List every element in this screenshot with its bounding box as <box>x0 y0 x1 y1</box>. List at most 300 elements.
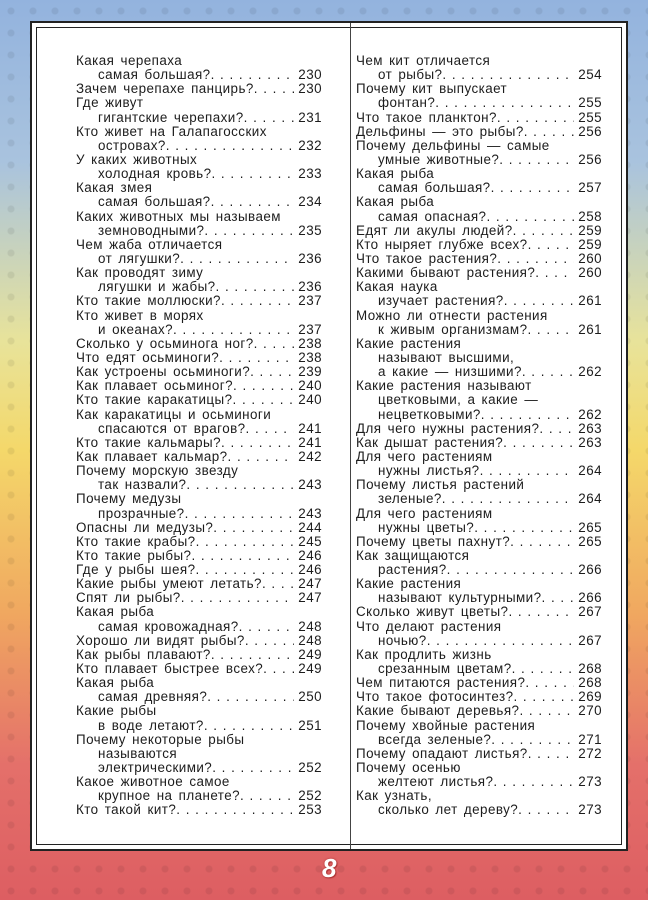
dot-leader <box>204 224 294 238</box>
toc-entry-title-line: Как каракатицы и осьминоги <box>76 406 272 422</box>
toc-entry <box>356 719 602 747</box>
toc-entry-last-line <box>76 294 322 308</box>
toc-entry-page: 272 <box>578 745 602 761</box>
toc-entry <box>76 125 322 153</box>
dot-leader <box>263 662 294 676</box>
toc-entry <box>76 379 322 393</box>
toc-entry-last-line <box>356 96 602 110</box>
toc-entry-title-line: Как узнать, <box>356 788 432 804</box>
toc-entry-title: а какие — низшими? <box>378 364 522 380</box>
toc-entry-last-line <box>76 337 322 351</box>
toc-entry-last-line <box>356 464 602 478</box>
toc-entry-title: Кто такие моллюски? <box>76 293 221 309</box>
toc-entry-last-line <box>356 365 602 379</box>
toc-entry-page: 268 <box>578 675 602 691</box>
dot-leader <box>481 408 575 422</box>
dot-leader <box>508 605 574 619</box>
toc-entry-page: 246 <box>298 562 322 578</box>
toc-entry <box>76 704 322 732</box>
toc-entry <box>76 365 322 379</box>
toc-entry-page: 243 <box>298 505 322 521</box>
toc-entry-title-line: Что делают растения <box>356 618 502 634</box>
toc-entry <box>76 450 322 464</box>
dot-leader <box>504 294 575 308</box>
dot-leader <box>219 351 294 365</box>
toc-entry-title: холодная кровь? <box>98 166 212 182</box>
toc-entry-title-line: Какая змея <box>76 180 153 196</box>
toc-entry <box>76 634 322 648</box>
toc-entry-title: Опасны ли медузы? <box>76 519 214 535</box>
toc-entry-last-line <box>76 139 322 153</box>
toc-entry <box>356 478 602 506</box>
toc-entry-title: изучает растения? <box>378 293 504 309</box>
toc-entry-last-line <box>76 507 322 521</box>
toc-entry-title: фонтан? <box>378 95 436 111</box>
toc-entry-page: 262 <box>578 406 602 422</box>
toc-entry-last-line <box>356 803 602 817</box>
dot-leader <box>221 294 294 308</box>
toc-entry <box>76 775 322 803</box>
toc-entry-title: срезанным цветам? <box>378 661 512 677</box>
toc-entry-page: 261 <box>578 321 602 337</box>
toc-entry-page: 247 <box>298 576 322 592</box>
toc-entry-title: островах? <box>98 137 166 153</box>
toc-entry-title-line: Как продлить жизнь <box>356 646 492 662</box>
toc-entry-last-line <box>76 379 322 393</box>
toc-entry-last-line <box>76 535 322 549</box>
toc-entry-title: самая большая? <box>98 194 211 210</box>
toc-entry-last-line <box>76 167 322 181</box>
dot-leader <box>212 761 294 775</box>
toc-entry <box>76 662 322 676</box>
dot-leader <box>181 591 295 605</box>
toc-entry <box>356 309 602 337</box>
contents-column-left <box>76 54 322 818</box>
dot-leader <box>513 690 574 704</box>
toc-entry-title: Какие бывают деревья? <box>356 703 520 719</box>
dot-leader <box>186 478 294 492</box>
toc-entry-page: 259 <box>578 222 602 238</box>
toc-entry-last-line <box>356 252 602 266</box>
toc-entry <box>76 733 322 775</box>
toc-entry <box>76 436 322 450</box>
dot-leader <box>239 620 295 634</box>
toc-entry-title: Кто такие кальмары? <box>76 434 221 450</box>
toc-entry <box>76 408 322 436</box>
toc-entry-page: 252 <box>298 760 322 776</box>
toc-entry-page: 267 <box>578 604 602 620</box>
dot-leader <box>173 323 294 337</box>
toc-entry-last-line <box>76 280 322 294</box>
toc-entry-page: 236 <box>298 279 322 295</box>
toc-entry-title-line: называются <box>98 745 178 761</box>
toc-entry-page: 246 <box>298 547 322 563</box>
dot-leader <box>211 167 294 181</box>
dot-leader <box>246 422 295 436</box>
toc-entry-last-line <box>356 591 602 605</box>
toc-entry-title: Почему опадают листья? <box>356 745 528 761</box>
toc-entry-title: от лягушки? <box>98 250 181 266</box>
toc-entry <box>76 535 322 549</box>
toc-entry-page: 260 <box>578 265 602 281</box>
toc-entry-title-line: Почему медузы <box>76 491 182 507</box>
toc-entry-page: 262 <box>578 364 602 380</box>
dot-leader <box>254 82 295 96</box>
toc-entry-page: 268 <box>578 661 602 677</box>
toc-entry-last-line <box>76 436 322 450</box>
toc-entry-title: лягушки и жабы? <box>98 279 216 295</box>
toc-entry <box>356 82 602 110</box>
toc-entry-page: 260 <box>578 250 602 266</box>
toc-entry-page: 254 <box>578 67 602 83</box>
toc-entry <box>356 195 602 223</box>
toc-entry-page: 255 <box>578 109 602 125</box>
toc-entry-page: 258 <box>578 208 602 224</box>
toc-entry-title: самая опасная? <box>378 208 487 224</box>
toc-entry-title: Спят ли рыбы? <box>76 590 181 606</box>
toc-entry-title: самая большая? <box>378 180 491 196</box>
toc-entry-page: 238 <box>298 349 322 365</box>
toc-entry-last-line <box>76 252 322 266</box>
toc-entry-page: 256 <box>578 151 602 167</box>
toc-entry-page: 238 <box>298 335 322 351</box>
toc-entry-title-line: Можно ли отнести растения <box>356 307 548 323</box>
toc-entry <box>356 139 602 167</box>
contents-frame <box>30 21 628 851</box>
toc-entry-page: 233 <box>298 166 322 182</box>
toc-entry-last-line <box>76 365 322 379</box>
dot-leader <box>250 365 294 379</box>
toc-entry-title: гигантские черепахи? <box>98 109 244 125</box>
toc-entry-title: нужны листья? <box>378 463 480 479</box>
toc-entry-title: Что такое планктон? <box>356 109 497 125</box>
toc-entry-page: 256 <box>578 123 602 139</box>
dot-leader <box>213 521 294 535</box>
dot-leader <box>497 111 574 125</box>
toc-entry-title: крупное на планете? <box>98 788 241 804</box>
toc-entry-title: Что такое фотосинтез? <box>356 689 514 705</box>
toc-entry <box>76 563 322 577</box>
toc-entry-last-line <box>76 521 322 535</box>
toc-entry-last-line <box>76 634 322 648</box>
toc-entry <box>76 309 322 337</box>
toc-entry <box>76 676 322 704</box>
toc-entry <box>76 393 322 407</box>
toc-entry-title-line: Чем жаба отличается <box>76 236 223 252</box>
toc-entry-page: 234 <box>298 194 322 210</box>
toc-entry-title-line: Какая черепаха <box>76 53 183 68</box>
dot-leader <box>207 690 294 704</box>
toc-entry-title: прозрачные? <box>98 505 185 521</box>
dot-leader <box>447 563 575 577</box>
toc-entry-title: Чем питаются растения? <box>356 675 526 691</box>
toc-entry-last-line <box>76 719 322 733</box>
toc-entry-title-line: Почему морскую звезду <box>76 463 239 479</box>
toc-entry-title: Как устроены осьминоги? <box>76 364 251 380</box>
toc-entry-title: Кто такой кит? <box>76 802 177 818</box>
toc-entry-title: Для чего нужны растения? <box>356 420 540 436</box>
toc-entry <box>356 54 602 82</box>
toc-entry-page: 236 <box>298 250 322 266</box>
toc-entry-last-line <box>76 803 322 817</box>
toc-entry-last-line <box>356 323 602 337</box>
toc-entry-title: сколько лет дереву? <box>378 802 519 818</box>
toc-entry-last-line <box>356 634 602 648</box>
toc-entry <box>76 96 322 124</box>
dot-leader <box>519 704 574 718</box>
toc-entry-title: Кто такие рыбы? <box>76 547 192 563</box>
toc-entry-last-line <box>356 153 602 167</box>
toc-entry-last-line <box>356 125 602 139</box>
toc-entry-title-line: Почему листья растений <box>356 477 525 493</box>
toc-entry-last-line <box>76 577 322 591</box>
toc-entry <box>76 181 322 209</box>
toc-entry-title: Кто такие каракатицы? <box>76 392 233 408</box>
toc-entry-title: Как плавает кальмар? <box>76 448 228 464</box>
toc-entry-last-line <box>76 563 322 577</box>
dot-leader <box>245 634 294 648</box>
toc-entry <box>356 761 602 789</box>
toc-entry <box>356 337 602 379</box>
toc-entry <box>356 789 602 817</box>
toc-entry-page: 231 <box>298 109 322 125</box>
toc-entry <box>76 591 322 605</box>
toc-entry-title: Какие рыбы умеют летать? <box>76 576 262 592</box>
toc-entry-last-line <box>76 323 322 337</box>
toc-entry-title: Кто ныряет глубже всех? <box>356 236 528 252</box>
toc-entry <box>76 266 322 294</box>
toc-entry-last-line <box>356 266 602 280</box>
toc-entry-last-line <box>356 224 602 238</box>
toc-entry-title-line: Какие растения называют <box>356 378 532 394</box>
toc-entry-last-line <box>356 733 602 747</box>
dot-leader <box>491 181 575 195</box>
toc-entry-last-line <box>76 761 322 775</box>
toc-entry-title: самая большая? <box>98 67 211 83</box>
toc-entry-page: 253 <box>298 802 322 818</box>
toc-entry-last-line <box>76 662 322 676</box>
page-number: 8 <box>322 853 337 883</box>
toc-entry-page: 232 <box>298 137 322 153</box>
toc-entry <box>76 337 322 351</box>
toc-entry-page: 264 <box>578 463 602 479</box>
toc-entry-last-line <box>356 521 602 535</box>
toc-entry <box>356 224 602 238</box>
toc-entry-page: 266 <box>578 590 602 606</box>
toc-entry-title-line: цветковыми, а какие — <box>378 392 539 408</box>
dot-leader <box>528 238 575 252</box>
toc-entry-title: самая древняя? <box>98 689 208 705</box>
dot-leader <box>528 747 575 761</box>
dot-leader <box>442 68 574 82</box>
toc-entry-title-line: Почему кит выпускает <box>356 81 508 97</box>
toc-entry-page: 240 <box>298 378 322 394</box>
toc-entry-page: 264 <box>578 491 602 507</box>
toc-entry <box>356 535 602 549</box>
toc-entry-last-line <box>76 690 322 704</box>
dot-leader <box>191 549 294 563</box>
toc-entry-last-line <box>356 181 602 195</box>
toc-entry-title: называют культурными? <box>378 590 542 606</box>
toc-entry-title: земноводными? <box>98 222 205 238</box>
toc-entry <box>76 54 322 82</box>
dot-leader <box>435 96 574 110</box>
toc-entry-title-line: Какая рыба <box>76 604 155 620</box>
toc-entry <box>76 294 322 308</box>
toc-entry-last-line <box>76 195 322 209</box>
toc-entry-page: 230 <box>298 67 322 83</box>
toc-entry <box>76 464 322 492</box>
toc-entry-page: 257 <box>578 180 602 196</box>
toc-entry-title: Кто такие крабы? <box>76 533 196 549</box>
toc-entry-title: желтеют листья? <box>378 774 494 790</box>
toc-entry <box>356 238 602 252</box>
toc-entry-title: Где у рыбы шея? <box>76 562 196 578</box>
toc-entry-page: 237 <box>298 293 322 309</box>
toc-entry-title-line: называют высшими, <box>378 349 515 365</box>
toc-entry <box>356 648 602 676</box>
toc-entry <box>76 605 322 633</box>
toc-entry <box>76 351 322 365</box>
toc-entry-title: к живым организмам? <box>378 321 528 337</box>
toc-entry-page: 271 <box>578 731 602 747</box>
toc-entry-title-line: Какое животное самое <box>76 774 230 790</box>
toc-entry-title: умные животные? <box>378 151 500 167</box>
toc-entry-page: 249 <box>298 646 322 662</box>
toc-entry-page: 273 <box>578 802 602 818</box>
toc-entry-title: Хорошо ли видят рыбы? <box>76 632 245 648</box>
toc-entry-title-line: Какие рыбы <box>76 703 157 719</box>
dot-leader <box>254 337 295 351</box>
toc-entry-title-line: Почему осенью <box>356 760 461 776</box>
toc-entry-page: 240 <box>298 392 322 408</box>
toc-entry-title-line: Где живут <box>76 95 144 111</box>
toc-entry-page: 263 <box>578 434 602 450</box>
dot-leader <box>244 111 295 125</box>
dot-leader <box>185 507 295 521</box>
dot-leader <box>510 535 574 549</box>
toc-entry-title-line: Как защищаются <box>356 547 470 563</box>
toc-entry-page: 273 <box>578 774 602 790</box>
toc-entry <box>356 747 602 761</box>
toc-entry-last-line <box>356 747 602 761</box>
dot-leader <box>211 68 295 82</box>
toc-entry-last-line <box>356 238 602 252</box>
dot-leader <box>518 803 574 817</box>
toc-entry-page: 263 <box>578 420 602 436</box>
toc-entry-page: 250 <box>298 689 322 705</box>
dot-leader <box>535 266 574 280</box>
toc-entry-page: 244 <box>298 519 322 535</box>
toc-entry-page: 267 <box>578 632 602 648</box>
dot-leader <box>233 379 294 393</box>
toc-entry-last-line <box>356 676 602 690</box>
toc-entry-last-line <box>356 294 602 308</box>
toc-entry-title: растения? <box>378 562 447 578</box>
toc-entry-page: 252 <box>298 788 322 804</box>
toc-entry-page: 266 <box>578 562 602 578</box>
toc-entry <box>356 676 602 690</box>
toc-entry-last-line <box>76 224 322 238</box>
toc-entry-last-line <box>356 408 602 422</box>
toc-entry-last-line <box>76 68 322 82</box>
toc-entry-last-line <box>356 210 602 224</box>
toc-entry-page: 265 <box>578 533 602 549</box>
dot-leader <box>196 535 295 549</box>
dot-leader <box>211 195 295 209</box>
toc-entry-title: Сколько у осьминога ног? <box>76 335 254 351</box>
dot-leader <box>216 280 295 294</box>
toc-entry <box>356 266 602 280</box>
toc-entry-page: 241 <box>298 434 322 450</box>
dot-leader <box>513 224 575 238</box>
toc-entry <box>356 690 602 704</box>
toc-entry-page: 239 <box>298 364 322 380</box>
toc-entry-title: от рыбы? <box>378 67 443 83</box>
toc-entry-title-line: Какая наука <box>356 279 438 295</box>
dot-leader <box>442 492 575 506</box>
toc-entry-title: ночью? <box>378 632 427 648</box>
column-divider <box>350 23 351 849</box>
toc-entry-last-line <box>356 662 602 676</box>
toc-entry-title-line: Кто живет в морях <box>76 307 204 323</box>
toc-entry-title: нужны цветы? <box>378 519 475 535</box>
dot-leader <box>499 153 574 167</box>
toc-entry-title: Дельфины — это рыбы? <box>356 123 524 139</box>
toc-entry-page: 248 <box>298 618 322 634</box>
toc-entry-last-line <box>76 450 322 464</box>
toc-entry-page: 251 <box>298 717 322 733</box>
toc-entry-title-line: Почему дельфины — самые <box>356 137 550 153</box>
toc-entry-title-line: Какая рыба <box>356 194 435 210</box>
dot-leader <box>493 775 574 789</box>
dot-leader <box>497 252 574 266</box>
dot-leader <box>486 210 574 224</box>
toc-entry <box>356 549 602 577</box>
toc-entry-page: 242 <box>298 448 322 464</box>
dot-leader <box>525 676 574 690</box>
toc-entry-page: 269 <box>578 689 602 705</box>
toc-entry-title: зеленые? <box>378 491 442 507</box>
toc-entry-page: 261 <box>578 293 602 309</box>
toc-entry-page: 243 <box>298 477 322 493</box>
toc-entry <box>356 605 602 619</box>
toc-entry-title-line: Какая рыба <box>76 675 155 691</box>
toc-entry-page: 270 <box>578 703 602 719</box>
toc-entry-title: Как рыбы плавают? <box>76 646 211 662</box>
toc-entry-title: Что такое растения? <box>356 250 498 266</box>
toc-entry-last-line <box>356 775 602 789</box>
toc-entry <box>356 436 602 450</box>
toc-entry-page: 237 <box>298 321 322 337</box>
toc-entry-page: 265 <box>578 519 602 535</box>
toc-entry-title: и океанах? <box>98 321 174 337</box>
toc-entry-title-line: Почему хвойные растения <box>356 717 536 733</box>
toc-entry-title: Почему цветы пахнут? <box>356 533 511 549</box>
dot-leader <box>204 719 294 733</box>
toc-entry-last-line <box>76 393 322 407</box>
toc-entry-page: 247 <box>298 590 322 606</box>
toc-entry-last-line <box>76 82 322 96</box>
dot-leader <box>166 139 295 153</box>
toc-entry-title-line: Каких животных мы называем <box>76 208 281 224</box>
dot-leader <box>195 563 294 577</box>
dot-leader <box>539 422 574 436</box>
toc-entry-title: Зачем черепахе панцирь? <box>76 81 254 97</box>
dot-leader <box>512 662 575 676</box>
toc-entry-title-line: Почему некоторые рыбы <box>76 731 245 747</box>
toc-entry <box>356 620 602 648</box>
